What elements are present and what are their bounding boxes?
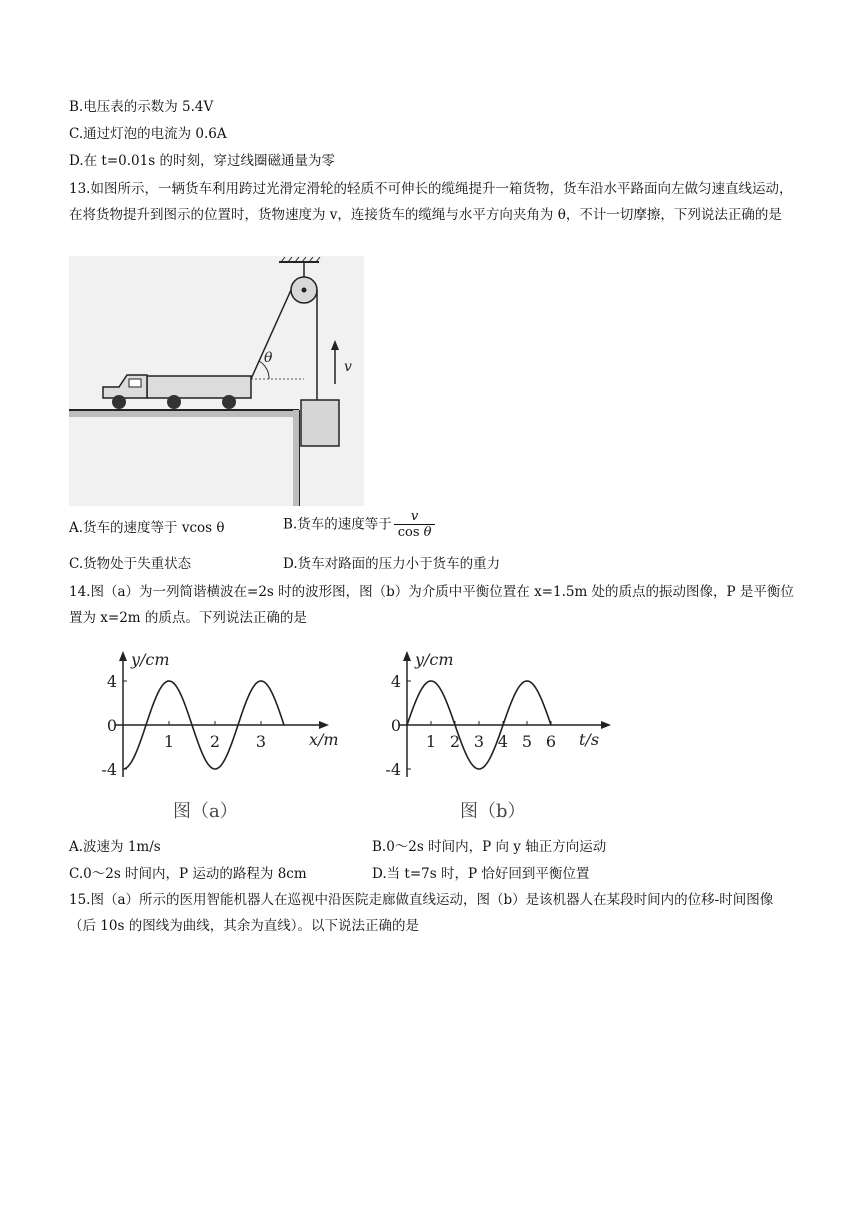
vibration-graph-b: [375, 645, 625, 830]
x-axis-arrow: [319, 721, 329, 729]
wave-graph-a: [95, 645, 350, 830]
y-tick-label: 4: [106, 672, 117, 691]
q13-option-b-prefix: B.货车的速度等于: [283, 516, 392, 533]
y-axis-arrow: [119, 651, 127, 661]
q13-option-b: [283, 509, 435, 541]
q13-option-d: D.货车对路面的压力小于货车的重力: [283, 556, 501, 572]
v-over-cos-theta-fraction: $\frac{v}{\text{cos θ}}$: [394, 509, 436, 541]
option-b-text: B.电压表的示数为 5.4V: [69, 99, 214, 115]
y-tick-label: -4: [101, 760, 117, 779]
question-14-stem: 14.图（a）为一列简谐横波在=2s 时的波形图，图（b）为介质中平衡位置在 x=1.5m 处的质点的振动图像，P 是平衡位置为 x=2m 的质点。下列说法正确的是: [69, 584, 794, 626]
q14-option-b: B.0～2s 时间内，P 向 y 轴正方向运动: [372, 839, 607, 855]
y-tick-label: -4: [385, 760, 401, 779]
option-c-text: C.通过灯泡的电流为 0.6A: [69, 126, 227, 142]
question-13-stem: 13.如图所示，一辆货车利用跨过光滑定滑轮的轻质不可伸长的缆绳提升一箱货物，货车沿水平路面向左做匀速直线运动，在将货物提升到图示的位置时，货物速度为 v，连接货车的缆绳与水平方向夹角为 θ，不计一切摩擦，下列说法正确的是: [69, 181, 793, 223]
x-axis-arrow: [601, 721, 611, 729]
x-tick-label: 2: [209, 732, 221, 751]
question-15-stem: 15.图（a）所示的医用智能机器人在巡视中沿医院走廊做直线运动，图（b）是该机器人在某段时间内的位移-时间图像（后 10s 的图线为曲线，其余为直线）。以下说法正确的是: [69, 892, 774, 934]
x-tick-label: 1: [425, 732, 437, 751]
q14-option-a: A.波速为 1m/s: [69, 839, 161, 855]
y-tick-label: 0: [390, 716, 401, 735]
truck-wheel: [167, 395, 181, 409]
y-axis-label: y/cm: [131, 650, 170, 669]
x-tick-label: 3: [473, 732, 485, 751]
q14-option-c: C.0～2s 时间内，P 运动的路程为 8cm: [69, 866, 307, 882]
truck-pulley-figure: [69, 256, 364, 506]
y-tick-label: 4: [390, 672, 401, 691]
x-tick-label: 6: [545, 732, 557, 751]
q13-option-a: A.货车的速度等于 vcos θ: [69, 520, 225, 536]
cargo-box: [301, 400, 339, 446]
figure-caption: 图（a）: [173, 801, 238, 822]
option-d-text: D.在 t=0.01s 的时刻，穿过线圈磁通量为零: [69, 153, 335, 169]
y-axis-label: y/cm: [415, 650, 454, 669]
x-tick-label: 5: [521, 732, 533, 751]
velocity-label: v: [344, 359, 352, 375]
figure-caption: 图（b）: [460, 801, 526, 822]
x-tick-label: 2: [449, 732, 461, 751]
q13-option-c: C.货物处于失重状态: [69, 556, 192, 572]
truck-wheel: [222, 395, 236, 409]
x-axis-label: t/s: [579, 730, 600, 749]
x-tick-label: 1: [163, 732, 175, 751]
q14-option-d: D.当 t=7s 时，P 恰好回到平衡位置: [372, 866, 590, 882]
x-tick-label: 3: [255, 732, 267, 751]
y-tick-label: 0: [106, 716, 117, 735]
y-axis-arrow: [403, 651, 411, 661]
truck-cargo-bed: [147, 376, 251, 398]
theta-label: θ: [264, 350, 273, 366]
x-tick-label: 4: [497, 732, 509, 751]
x-axis-label: x/m: [309, 730, 339, 749]
truck-wheel: [112, 395, 126, 409]
